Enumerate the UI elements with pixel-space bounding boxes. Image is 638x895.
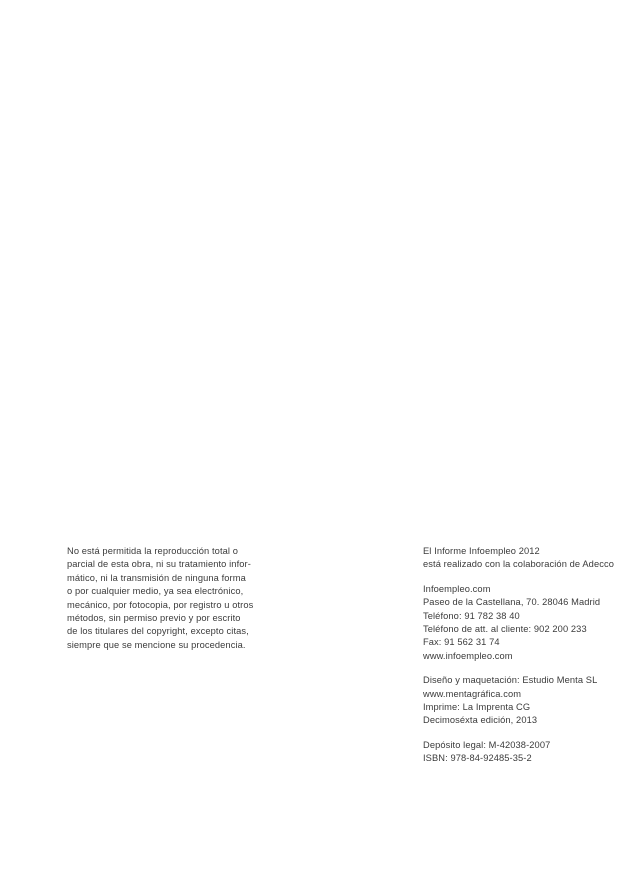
report-title: El Informe Infoempleo 2012	[423, 546, 540, 556]
copyright-notice	[67, 545, 297, 652]
copyright-line: parcial de esta obra, ni su tratamiento infor-	[67, 559, 251, 570]
printer-credit: Imprime: La Imprenta CG	[423, 702, 531, 713]
company-phone: Teléfono: 91 782 38 40	[423, 610, 520, 621]
copyright-line: No está permitida la reproducción total o	[67, 546, 239, 556]
copyright-line: siempre que se mencione su procedencia.	[67, 639, 246, 650]
copyright-line: métodos, sin permiso previo y por escrito	[67, 613, 241, 624]
copyright-line: o por cualquier medio, ya sea electrónico,	[67, 586, 244, 597]
copyright-line: de los titulares del copyright, excepto citas,	[67, 626, 249, 637]
legal-info	[423, 739, 628, 766]
section-gap	[423, 663, 628, 674]
colophon	[423, 545, 628, 766]
design-credit: Diseño y maquetación: Estudio Menta SL	[423, 675, 598, 686]
production-credits	[423, 674, 628, 728]
isbn: ISBN: 978-84-92485-35-2	[423, 753, 532, 764]
section-gap	[423, 728, 628, 739]
company-address: Paseo de la Castellana, 70. 28046 Madrid	[423, 597, 601, 608]
contact-block	[423, 583, 628, 663]
company-name: Infoempleo.com	[423, 583, 491, 594]
report-collaboration: está realizado con la colaboración de Adecco	[423, 559, 614, 570]
company-website: www.infoempleo.com	[423, 650, 513, 661]
copyright-line: mático, ni la transmisión de ninguna forma	[67, 572, 246, 583]
edition-info: Decimoséxta edición, 2013	[423, 715, 538, 726]
section-gap	[423, 572, 628, 583]
report-credits	[423, 545, 628, 572]
copyright-line: mecánico, por fotocopia, por registro u otros	[67, 599, 254, 610]
design-website: www.mentagráfica.com	[423, 688, 522, 699]
company-fax: Fax: 91 562 31 74	[423, 637, 500, 648]
customer-service-phone: Teléfono de att. al cliente: 902 200 233	[423, 624, 587, 635]
legal-deposit: Depósito legal: M-42038-2007	[423, 739, 551, 750]
